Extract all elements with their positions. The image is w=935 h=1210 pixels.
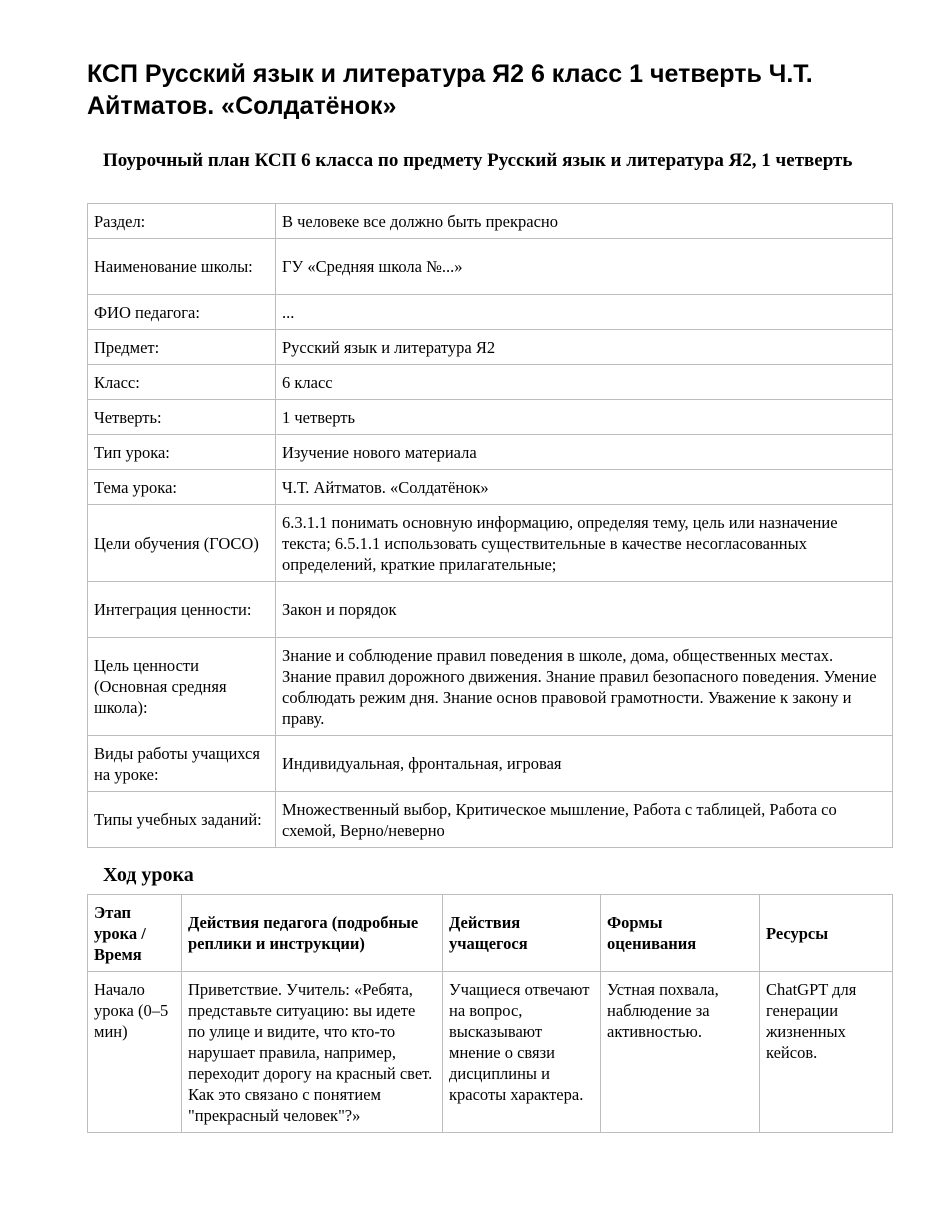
info-row-task-types	[88, 792, 893, 848]
info-row-section	[88, 204, 893, 239]
header-stage-time: Этап урока / Время	[88, 895, 182, 972]
info-label: Раздел:	[88, 204, 276, 239]
info-label: Класс:	[88, 365, 276, 400]
info-value: Множественный выбор, Критическое мышление, Работа с таблицей, Работа со схемой, Верно/неверно	[276, 792, 893, 848]
info-value: Русский язык и литература Я2	[276, 330, 893, 365]
info-row-school	[88, 239, 893, 295]
cell-resources: ChatGPT для генерации жизненных кейсов.	[760, 972, 893, 1133]
cell-stage-time: Начало урока (0–5 мин)	[88, 972, 182, 1133]
cell-assessment-forms: Устная похвала, наблюдение за активностью.	[601, 972, 760, 1133]
lesson-table-header-row	[88, 895, 893, 972]
header-student-actions: Действия учащегося	[443, 895, 601, 972]
info-value: Индивидуальная, фронтальная, игровая	[276, 736, 893, 792]
lesson-info-table	[87, 203, 893, 848]
info-row-topic	[88, 470, 893, 505]
info-value: Знание и соблюдение правил поведения в школе, дома, общественных местах. Знание правил дорожного движения. Знание правил безопасного поведения. Умение соблюдать режим дня. Знание основ правовой грамотности. Уважение к закону и праву.	[276, 638, 893, 736]
info-value: 6.3.1.1 понимать основную информацию, определяя тему, цель или назначение текста; 6.5.1.1 использовать существительные в качестве несогласованных определений, краткие прилагательные;	[276, 505, 893, 582]
info-label: Четверть:	[88, 400, 276, 435]
info-label: Цель ценности (Основная средняя школа):	[88, 638, 276, 736]
info-label: ФИО педагога:	[88, 295, 276, 330]
plan-subtitle: Поурочный план КСП 6 класса по предмету Русский язык и литература Я2, 1 четверть	[103, 150, 853, 171]
info-label: Тема урока:	[88, 470, 276, 505]
info-value: Закон и порядок	[276, 582, 893, 638]
info-label: Типы учебных заданий:	[88, 792, 276, 848]
info-value: 6 класс	[276, 365, 893, 400]
info-label: Наименование школы:	[88, 239, 276, 295]
header-assessment-forms: Формы оценивания	[601, 895, 760, 972]
header-resources: Ресурсы	[760, 895, 893, 972]
info-value: Изучение нового материала	[276, 435, 893, 470]
info-row-teacher	[88, 295, 893, 330]
cell-student-actions: Учащиеся отвечают на вопрос, высказывают мнение о связи дисциплины и красоты характера.	[443, 972, 601, 1133]
info-value: Ч.Т. Айтматов. «Солдатёнок»	[276, 470, 893, 505]
info-row-lesson-type	[88, 435, 893, 470]
info-label: Предмет:	[88, 330, 276, 365]
info-label: Интеграция ценности:	[88, 582, 276, 638]
info-label: Тип урока:	[88, 435, 276, 470]
lesson-table-row	[88, 972, 893, 1133]
info-label: Цели обучения (ГОСО)	[88, 505, 276, 582]
lesson-flow-heading: Ход урока	[103, 864, 194, 886]
info-row-subject	[88, 330, 893, 365]
info-label: Виды работы учащихся на уроке:	[88, 736, 276, 792]
info-row-value-integration	[88, 582, 893, 638]
info-value: ...	[276, 295, 893, 330]
info-value: 1 четверть	[276, 400, 893, 435]
header-teacher-actions: Действия педагога (подробные реплики и инструкции)	[182, 895, 443, 972]
cell-teacher-actions: Приветствие. Учитель: «Ребята, представьте ситуацию: вы идете по улице и видите, что кто-то нарушает правила, например, переходит дорогу на красный свет. Как это связано с понятием "прекрасный человек"?»	[182, 972, 443, 1133]
info-row-learning-goals	[88, 505, 893, 582]
info-row-value-goal	[88, 638, 893, 736]
document-title: КСП Русский язык и литература Я2 6 класс 1 четверть Ч.Т. Айтматов. «Солдатёнок»	[87, 60, 813, 120]
info-row-grade	[88, 365, 893, 400]
lesson-flow-table	[87, 894, 893, 1133]
info-value: ГУ «Средняя школа №...»	[276, 239, 893, 295]
info-value: В человеке все должно быть прекрасно	[276, 204, 893, 239]
info-row-quarter	[88, 400, 893, 435]
info-row-work-types	[88, 736, 893, 792]
